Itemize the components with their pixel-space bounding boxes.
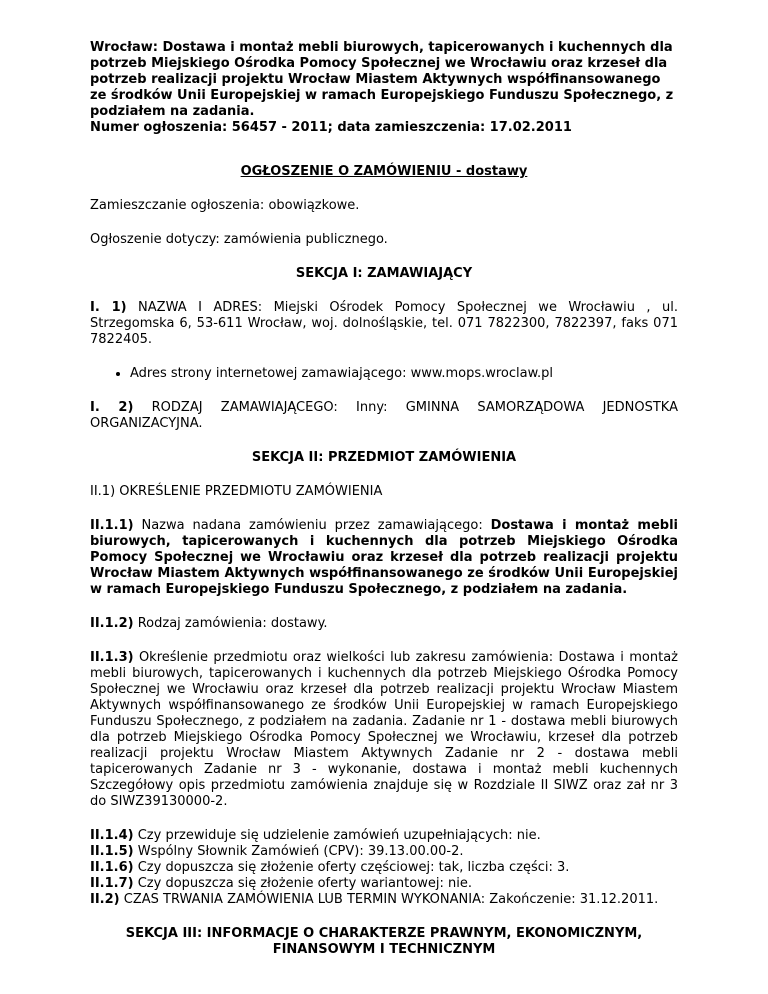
item-text: Czy dopuszcza się złożenie oferty częściowej: tak, liczba części: 3. — [133, 860, 570, 875]
item-text: NAZWA I ADRES: Miejski Ośrodek Pomocy Społecznej we Wrocławiu , ul. Strzegomska 6, 53-611 Wrocław, woj. dolnośląskie, tel. 071 7822300, 7822397, faks 071 7822405. — [90, 300, 678, 347]
contracting-authority-name — [90, 300, 678, 348]
header-line: ze środków Unii Europejskiej w ramach Europejskiego Funduszu Społecznego, z — [90, 88, 674, 103]
detail-line — [90, 844, 678, 860]
item-label: II.1.1) — [90, 518, 134, 533]
contracting-authority-type — [90, 400, 678, 432]
section-3-heading — [90, 926, 678, 958]
item-text: RODZAJ ZAMAWIAJĄCEGO: Inny: GMINNA SAMORZĄDOWA JEDNOSTKA ORGANIZACYJNA. — [90, 400, 678, 431]
contract-type — [90, 616, 678, 632]
item-label: II.1.2) — [90, 616, 134, 631]
item-label: II.1.4) — [90, 828, 134, 843]
item-text: Czy dopuszcza się złożenie oferty wariantowej: nie. — [133, 876, 472, 891]
detail-line — [90, 876, 678, 892]
intro-obligation: Zamieszczanie ogłoszenia: obowiązkowe. — [90, 198, 360, 213]
item-text: Czy przewiduje się udzielenie zamówień uzupełniających: nie. — [133, 828, 541, 843]
announcement-number: Numer ogłoszenia: 56457 - 2011; data zamieszczenia: 17.02.2011 — [90, 120, 572, 135]
item-label: I. 1) — [90, 300, 127, 315]
contract-name — [90, 518, 678, 598]
item-text: Nazwa nadana zamówieniu przez zamawiającego: — [133, 518, 491, 533]
authority-website-list — [90, 366, 678, 382]
detail-line — [90, 860, 678, 876]
document-header — [90, 40, 678, 136]
intro-subject: Ogłoszenie dotyczy: zamówienia publicznego. — [90, 232, 388, 247]
authority-website: • Adres strony internetowej zamawiającego: www.mops.wroclaw.pl — [130, 366, 678, 382]
header-line: potrzeb Miejskiego Ośrodka Pomocy Społecznej we Wrocławiu oraz krzeseł dla — [90, 56, 668, 71]
detail-line — [90, 828, 678, 844]
header-line: Wrocław: Dostawa i montaż mebli biurowych, tapicerowanych i kuchennych dla — [90, 40, 673, 55]
contract-scope — [90, 650, 678, 810]
item-text: Określenie przedmiotu oraz wielkości lub zakresu zamówienia: Dostawa i montaż mebli biurowych, tapicerowanych i kuchennych dla potrzeb Miejskiego Ośrodka Pomocy Społecznej we Wrocławiu oraz krzeseł dla potrzeb realizacji projektu Wrocław Miastem Aktywnych współfinansowanego ze środków Unii Europejskiej w ramach Europejskiego Funduszu Społecznego, z podziałem na zadania. Zadanie nr 1 - dostawa mebli biurowych dla potrzeb Miejskiego Ośrodka Pomocy Społecznej we Wrocławiu, krzeseł dla potrzeb realizacji projektu Wrocław Miastem Aktywnych Zadanie nr 2 - dostawa mebli tapicerowanych Zadanie nr 3 - wykonanie, dostawa i montaż mebli kuchennych Szczegółowy opis przedmiotu zamówienia znajduje się w Rozdziale II SIWZ oraz zał nr 3 do SIWZ39130000-2. — [90, 650, 678, 809]
page-title: OGŁOSZENIE O ZAMÓWIENIU - dostawy — [240, 164, 528, 179]
item-label: II.1.3) — [90, 650, 134, 665]
section-2-heading: SEKCJA II: PRZEDMIOT ZAMÓWIENIA — [251, 450, 517, 465]
item-label: II.1.7) — [90, 876, 134, 891]
contract-details-list — [90, 828, 678, 908]
item-label: I. 2) — [90, 400, 134, 415]
header-line: potrzeb realizacji projektu Wrocław Miastem Aktywnych współfinansowanego — [90, 72, 661, 87]
header-line: podziałem na zadania. — [90, 104, 255, 119]
section-3-heading-line: SEKCJA III: INFORMACJE O CHARAKTERZE PRAWNYM, EKONOMICZNYM, — [125, 926, 643, 941]
item-text: Rodzaj zamówienia: dostawy. — [133, 616, 328, 631]
contract-title: Dostawa i montaż mebli biurowych, tapicerowanych i kuchennych dla potrzeb Miejskiego Ośrodka Pomocy Społecznej we Wrocławiu oraz krzeseł dla potrzeb realizacji projektu Wrocław Miastem Aktywnych współfinansowanego ze środków Unii Europejskiej w ramach Europejskiego Funduszu Społecznego, z podziałem na zadania. — [90, 518, 678, 597]
item-text: Wspólny Słownik Zamówień (CPV): 39.13.00.00-2. — [133, 844, 464, 859]
section-3-heading-line: FINANSOWYM I TECHNICZNYM — [272, 942, 496, 957]
section-1-heading: SEKCJA I: ZAMAWIAJĄCY — [295, 266, 473, 281]
item-label: II.1.6) — [90, 860, 134, 875]
item-text: CZAS TRWANIA ZAMÓWIENIA LUB TERMIN WYKONANIA: Zakończenie: 31.12.2011. — [119, 892, 659, 907]
item-label: II.2) — [90, 892, 120, 907]
item-label: II.1.5) — [90, 844, 134, 859]
contract-duration — [90, 892, 678, 908]
section-2-subheading: II.1) OKREŚLENIE PRZEDMIOTU ZAMÓWIENIA — [90, 484, 383, 499]
